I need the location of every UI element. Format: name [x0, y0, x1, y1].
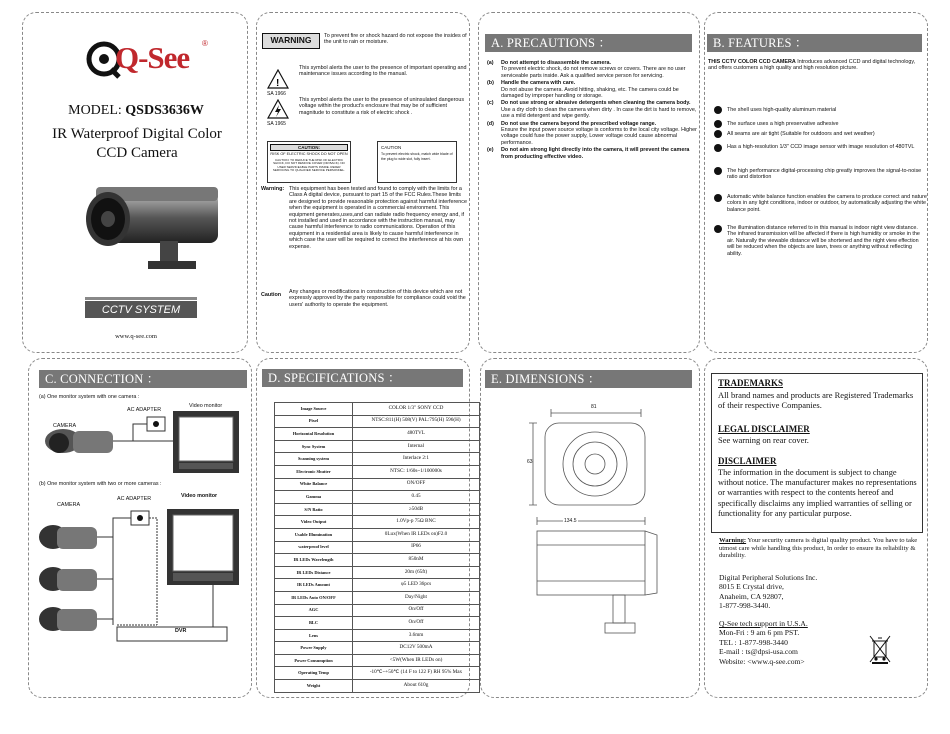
- spec-row: [275, 591, 480, 604]
- feature-bullet-icon: [714, 120, 722, 128]
- company-phone: 1-877-998-3440.: [719, 601, 771, 611]
- product-warning: [719, 537, 923, 560]
- precaution-item-d: [487, 121, 697, 147]
- spec-row: [275, 680, 480, 693]
- spec-row: [275, 478, 480, 491]
- spec-key: waterproof level: [275, 541, 353, 554]
- spec-row: [275, 604, 480, 617]
- spec-value: 3.6mm: [353, 629, 480, 642]
- company-address-2: Anaheim, CA 92807,: [719, 591, 784, 601]
- spec-key: Scanning system: [275, 453, 353, 466]
- feature-bullet-icon: [714, 167, 722, 175]
- sym1-text: This symbol alerts the user to the presence of important operating and maintenance issues according to the manual.: [299, 65, 467, 78]
- precaution-tag: (a): [487, 60, 494, 66]
- spec-value: ON/OFF: [353, 478, 480, 491]
- spec-value: On/Off: [353, 617, 480, 630]
- caution2-title: CAUTION: [381, 145, 402, 150]
- q-see-logo: [85, 39, 208, 79]
- cctv-banner: [85, 300, 197, 318]
- precaution-body: To prevent electric shock, do not remove screws or covers. There are no user serviceable parts inside. Ask a qualified service person for servicing.: [501, 66, 686, 79]
- spec-key: AGC: [275, 604, 353, 617]
- spec-value: COLOR 1/3" SONY CCD: [353, 403, 480, 416]
- caution2-body: To prevent electric shock, match wide blade of the plug to wide slot, fully insert.: [381, 152, 453, 161]
- connection-tag: (b): [39, 481, 46, 487]
- spec-key: IR LEDs Wavelength: [275, 554, 353, 567]
- spec-row: [275, 554, 480, 567]
- spec-value: 1.0Vp-p 75Ω BNC: [353, 516, 480, 529]
- support-title: Q-See tech support in U.S.A.: [719, 619, 808, 628]
- caution-label-1: [267, 141, 351, 183]
- spec-key: Gamma: [275, 491, 353, 504]
- spec-row: [275, 503, 480, 516]
- video-monitor-label-2: Video monitor: [181, 493, 218, 499]
- precaution-body: Use a dry cloth to clean the camera when dirty . In case the dirt is hard to remove, use a mild detergent and wipe gently.: [501, 106, 697, 120]
- spec-value: Interlace 2:1: [353, 453, 480, 466]
- precaution-tag: (c): [487, 100, 494, 107]
- company-address: [719, 573, 919, 611]
- caution1-body: CAUTION: TO REDUCE THE RISK OF ELECTRIC SHOCK, DO NOT REMOVE COVER (OR BACK). NO USER SERVICEABLE PARTS INSIDE. REFER SERVICING TO QUALIFIED SERVICE PERSONNEL.: [272, 157, 346, 173]
- precaution-tag: (d): [487, 120, 494, 127]
- company-name: Digital Peripheral Solutions Inc.: [719, 573, 818, 582]
- spec-key: White Balance: [275, 478, 353, 491]
- legal-disclaimer-text: See warning on rear cover.: [718, 435, 809, 445]
- camera-label-1: CAMERA: [53, 423, 77, 429]
- fcc-warning-label: Warning:: [261, 186, 285, 192]
- spec-key: Operating Temp: [275, 667, 353, 680]
- registered-mark: ®: [202, 39, 208, 48]
- lightning-triangle-icon: [267, 99, 289, 119]
- spec-key: IR LEDs Auto ON/OFF: [275, 591, 353, 604]
- spec-row: [275, 453, 480, 466]
- specifications-table-body: [275, 403, 480, 693]
- spec-value: ≥50dB: [353, 503, 480, 516]
- legal-disclaimer-title: LEGAL DISCLAIMER: [718, 424, 810, 434]
- product-title: IR Waterproof Digital Color CCD Camera: [52, 126, 222, 161]
- spec-value: φ5 LED 36pcs: [353, 579, 480, 592]
- model-number: QSDS3636W: [125, 103, 204, 118]
- features-panel: [704, 12, 928, 353]
- spec-key: Lens: [275, 629, 353, 642]
- banner-text: CCTV SYSTEM: [101, 304, 181, 316]
- sym1-code: SA 1966: [267, 91, 286, 97]
- spec-key: S/N Ratio: [275, 503, 353, 516]
- spec-value: IP66: [353, 541, 480, 554]
- logo-text: Q-See: [115, 40, 190, 75]
- warning-label-box: [262, 33, 320, 49]
- spec-key: IR LEDs Distance: [275, 566, 353, 579]
- support-website[interactable]: Website: <www.q-see.com>: [719, 656, 805, 666]
- spec-row: [275, 629, 480, 642]
- feature-item: Has a high-resolution 1/3" CCD image sensor with image resolution of 480TVL: [727, 144, 915, 150]
- spec-row: [275, 566, 480, 579]
- precaution-item-b: [487, 80, 697, 99]
- spec-key: Video Output: [275, 516, 353, 529]
- connection-one-line: [39, 394, 249, 400]
- fcc-warning-text: This equipment has been tested and found to comply with the limits for a Class A digital device, pursuant to part 15 of the FCC Rules.These limits are designed to provide reasonable protection against harmful interference when the equipment is operated in a commercial environment. This equipment generates,uses,and can radiate radio frequency energy and, if not installed and used in accordance with the instruction manual, may cause harmful interference to radio communications. Operation of this equipment in a residential area is likely to cause harmful interference in which case the user will be required to correct the interference at his own expense.: [289, 186, 468, 250]
- product-warning-title: Warning:: [719, 537, 747, 544]
- product-warning-text: Your security camera is digital quality product. You have to take utmost care while handling this product, In order to ensure its reliability & durability.: [719, 537, 918, 560]
- trademarks-text: All brand names and products are Registered Trademarks of their respective Companies.: [718, 390, 914, 410]
- cover-website: www.q-see.com: [115, 333, 157, 340]
- feature-bullet-icon: [714, 106, 722, 114]
- precaution-item-e: [487, 147, 697, 160]
- spec-key: Usable Illumination: [275, 528, 353, 541]
- precaution-tag: (b): [487, 80, 494, 87]
- feature-bullet-icon: [714, 144, 722, 152]
- precautions-panel: [478, 12, 700, 353]
- dimension-height: 63: [527, 459, 533, 465]
- video-monitor-label-1: Video monitor: [189, 403, 223, 409]
- spec-row: [275, 642, 480, 655]
- precautions-header: A. PRECAUTIONS ：: [485, 34, 692, 52]
- caution1-sub: RISK OF ELECTRIC SHOCK DO NOT OPEN: [270, 152, 348, 156]
- feature-item: All seams are air tight (Suitable for outdoors and wet weather): [727, 131, 875, 137]
- connection-tag: (a): [39, 394, 46, 400]
- spec-key: Pixel: [275, 415, 353, 428]
- spec-value: NTSC:811(H) 508(V) PAL:795(H) 596(H): [353, 415, 480, 428]
- spec-row: [275, 428, 480, 441]
- spec-row: [275, 654, 480, 667]
- caution-label-2: [377, 141, 457, 183]
- spec-key: IR LEDs Amount: [275, 579, 353, 592]
- disclaimer-title: DISCLAIMER: [718, 456, 777, 466]
- support-block: [719, 619, 869, 666]
- specifications-table: [274, 402, 480, 693]
- features-intro: [708, 59, 924, 72]
- precaution-item-a: [487, 60, 697, 79]
- model-line: [23, 103, 248, 119]
- weee-bin-icon: [869, 635, 891, 665]
- trademarks-title: TRADEMARKS: [718, 378, 784, 388]
- spec-key: Horizontal Resolution: [275, 428, 353, 441]
- feature-item: Automatic white balance function enables the camera to produce correct and nature colors in any light conditions, indoor or outdoor, by automatically adjusting the white balance point.: [727, 194, 927, 213]
- dimension-length: 134.5: [564, 518, 577, 524]
- dimensions-header: E. DIMENSIONS ：: [485, 370, 692, 388]
- spec-row: [275, 415, 480, 428]
- precaution-title: Do not aim strong light directly into the camera, it will prevent the camera from producting effective video.: [501, 147, 690, 160]
- precaution-title: Do not use the camera beyond the prescribed voltage range.: [501, 120, 657, 127]
- spec-value: On/Off: [353, 604, 480, 617]
- spec-key: Electronic Shutter: [275, 465, 353, 478]
- precaution-body: Ensure the input power source voltage is conforms to the local city voltage. Higher voltage could fuse the power supply, Lower voltage could cause abnormal performance.: [501, 127, 697, 146]
- dimensions-panel: [480, 358, 700, 698]
- specifications-header: D. SPECIFICATIONS ：: [262, 369, 463, 387]
- caution1-title: CAUTION:: [270, 144, 348, 151]
- camera-label-2: CAMERA: [57, 502, 81, 508]
- precaution-title: Do not attempt to disassemble the camera.: [501, 60, 611, 66]
- spec-key: Power Supply: [275, 642, 353, 655]
- precaution-list: [487, 60, 697, 160]
- feature-item: The high performance digital-processing chip greatly improves the signal-to-noise ratio and distortion: [727, 168, 922, 181]
- exclamation-triangle-icon: [267, 69, 289, 89]
- sym2-code: SA 1965: [267, 121, 286, 127]
- warning-intro: To prevent fire or shock hazard do not expose the insides of the unit to rain or moisture.: [324, 33, 467, 46]
- spec-value: About 610g: [353, 680, 480, 693]
- spec-row: [275, 617, 480, 630]
- feature-bullet-icon: [714, 194, 722, 202]
- spec-key: BLC: [275, 617, 353, 630]
- spec-value: 480TVL: [353, 428, 480, 441]
- modification-caution-text: Any changes or modifications in construction of this device which are not expressly approved by the party responsible for compliance could void the users' authority to operate the equipment.: [289, 289, 466, 308]
- spec-row: [275, 516, 480, 529]
- spec-key: Power Consumption: [275, 654, 353, 667]
- spec-value: <5W(When IR LEDs on): [353, 654, 480, 667]
- spec-key: Weight: [275, 680, 353, 693]
- camera-photo: [68, 183, 228, 273]
- spec-value: 20m (65ft): [353, 566, 480, 579]
- spec-row: [275, 541, 480, 554]
- dimension-width: 81: [591, 404, 597, 410]
- connection-panel: [28, 358, 252, 698]
- spec-row: [275, 465, 480, 478]
- warning-panel: [256, 12, 470, 353]
- precaution-item-c: [487, 100, 697, 119]
- spec-value: 0Lux(When IR LEDs on)F2.0: [353, 528, 480, 541]
- ac-adapter-label-2: AC ADAPTER: [117, 496, 152, 502]
- precaution-title: Handle the camera with care.: [501, 80, 576, 87]
- feature-bullet-icon: [714, 130, 722, 138]
- feature-item: The shell uses high-quality aluminum material: [727, 107, 837, 113]
- spec-key: Image Source: [275, 403, 353, 416]
- feature-bullet-icon: [714, 225, 722, 233]
- precaution-body: Do not abuse the camera. Avoid hitting, shaking, etc. The camera could be damaged by improper handling or storage.: [501, 86, 679, 100]
- dimension-drawing: [521, 405, 671, 655]
- spec-row: [275, 403, 480, 416]
- disclaimer-text: The information in the document is subject to change without notice. The manufacturer makes no representations or warranties with respect to the contents hereof and specifically disclaims any implied warranties of selling or functionality for any particular purpose.: [718, 468, 917, 518]
- features-header: B. FEATURES ：: [707, 34, 922, 52]
- spec-key: Sync System: [275, 440, 353, 453]
- precaution-tag: (e): [487, 147, 494, 154]
- spec-value: 0.45: [353, 491, 480, 504]
- spec-row: [275, 440, 480, 453]
- svg-text:!: !: [276, 78, 280, 89]
- spec-value: Internal: [353, 440, 480, 453]
- features-intro-text: Introduces advanced CCD and digital technology, and offers customers a high quality and high resolution picture.: [708, 59, 916, 72]
- support-email[interactable]: E-mail : ts@dpsi-usa.com: [719, 647, 798, 657]
- spec-row: [275, 528, 480, 541]
- support-phone: TEL : 1-877-998-3440: [719, 637, 788, 647]
- connection-two-text: One monitor system with two or more cameras :: [47, 481, 162, 487]
- sym2-text: This symbol alerts the user to the presence of uninsulated dangerous voltage within the product's enclosure that may be of sufficient magnitude to constitute a risk of electric shock .: [299, 97, 465, 116]
- dvr-label: DVR: [175, 628, 187, 634]
- features-intro-bold: THIS CCTV COLOR CCD CAMERA: [708, 59, 796, 65]
- spec-value: -10℃~+50℃ (14 F to 122 F) RH 95% Max: [353, 667, 480, 680]
- spec-value: Day/Night: [353, 591, 480, 604]
- legal-box: [711, 373, 923, 533]
- support-hours: Mon-Fri : 9 am 6 pm PST.: [719, 628, 800, 638]
- spec-value: DC12V 500mA: [353, 642, 480, 655]
- spec-row: [275, 579, 480, 592]
- connection-two-line: [39, 481, 249, 487]
- connection-one-text: One monitor system with one camera :: [47, 394, 140, 400]
- feature-item: The illumination distance referred to in this manual is indoor night view distance. The infrared transmission will be affected if there is high humidity or smoke in the air. Naturally the viewable distance will be shortened and the night view effection will be reduced when the objects are lawn, trees or anything without reflecting ability.: [727, 225, 920, 257]
- warning-label: WARNING: [270, 35, 312, 45]
- connection-diagram-one: [33, 411, 247, 481]
- cover-panel: [22, 12, 248, 353]
- legal-panel: [704, 358, 928, 698]
- spec-value: NTSC: 1/60s~1/100000s: [353, 465, 480, 478]
- precaution-title: Do not use strong or abrasive detergents when cleaning the camera body.: [501, 100, 691, 107]
- spec-value: 850nM: [353, 554, 480, 567]
- spec-row: [275, 667, 480, 680]
- spec-row: [275, 491, 480, 504]
- feature-item: The surface uses a high preservative adhesive: [727, 121, 839, 127]
- model-label: MODEL:: [68, 103, 122, 118]
- modification-caution-label: Caution: [261, 292, 282, 298]
- ac-adapter-label-1: AC ADAPTER: [127, 407, 162, 413]
- connection-header: C. CONNECTION ：: [39, 370, 247, 388]
- connection-diagram-multi: [33, 505, 247, 645]
- company-address-1: 8015 E Crystal drive,: [719, 582, 784, 592]
